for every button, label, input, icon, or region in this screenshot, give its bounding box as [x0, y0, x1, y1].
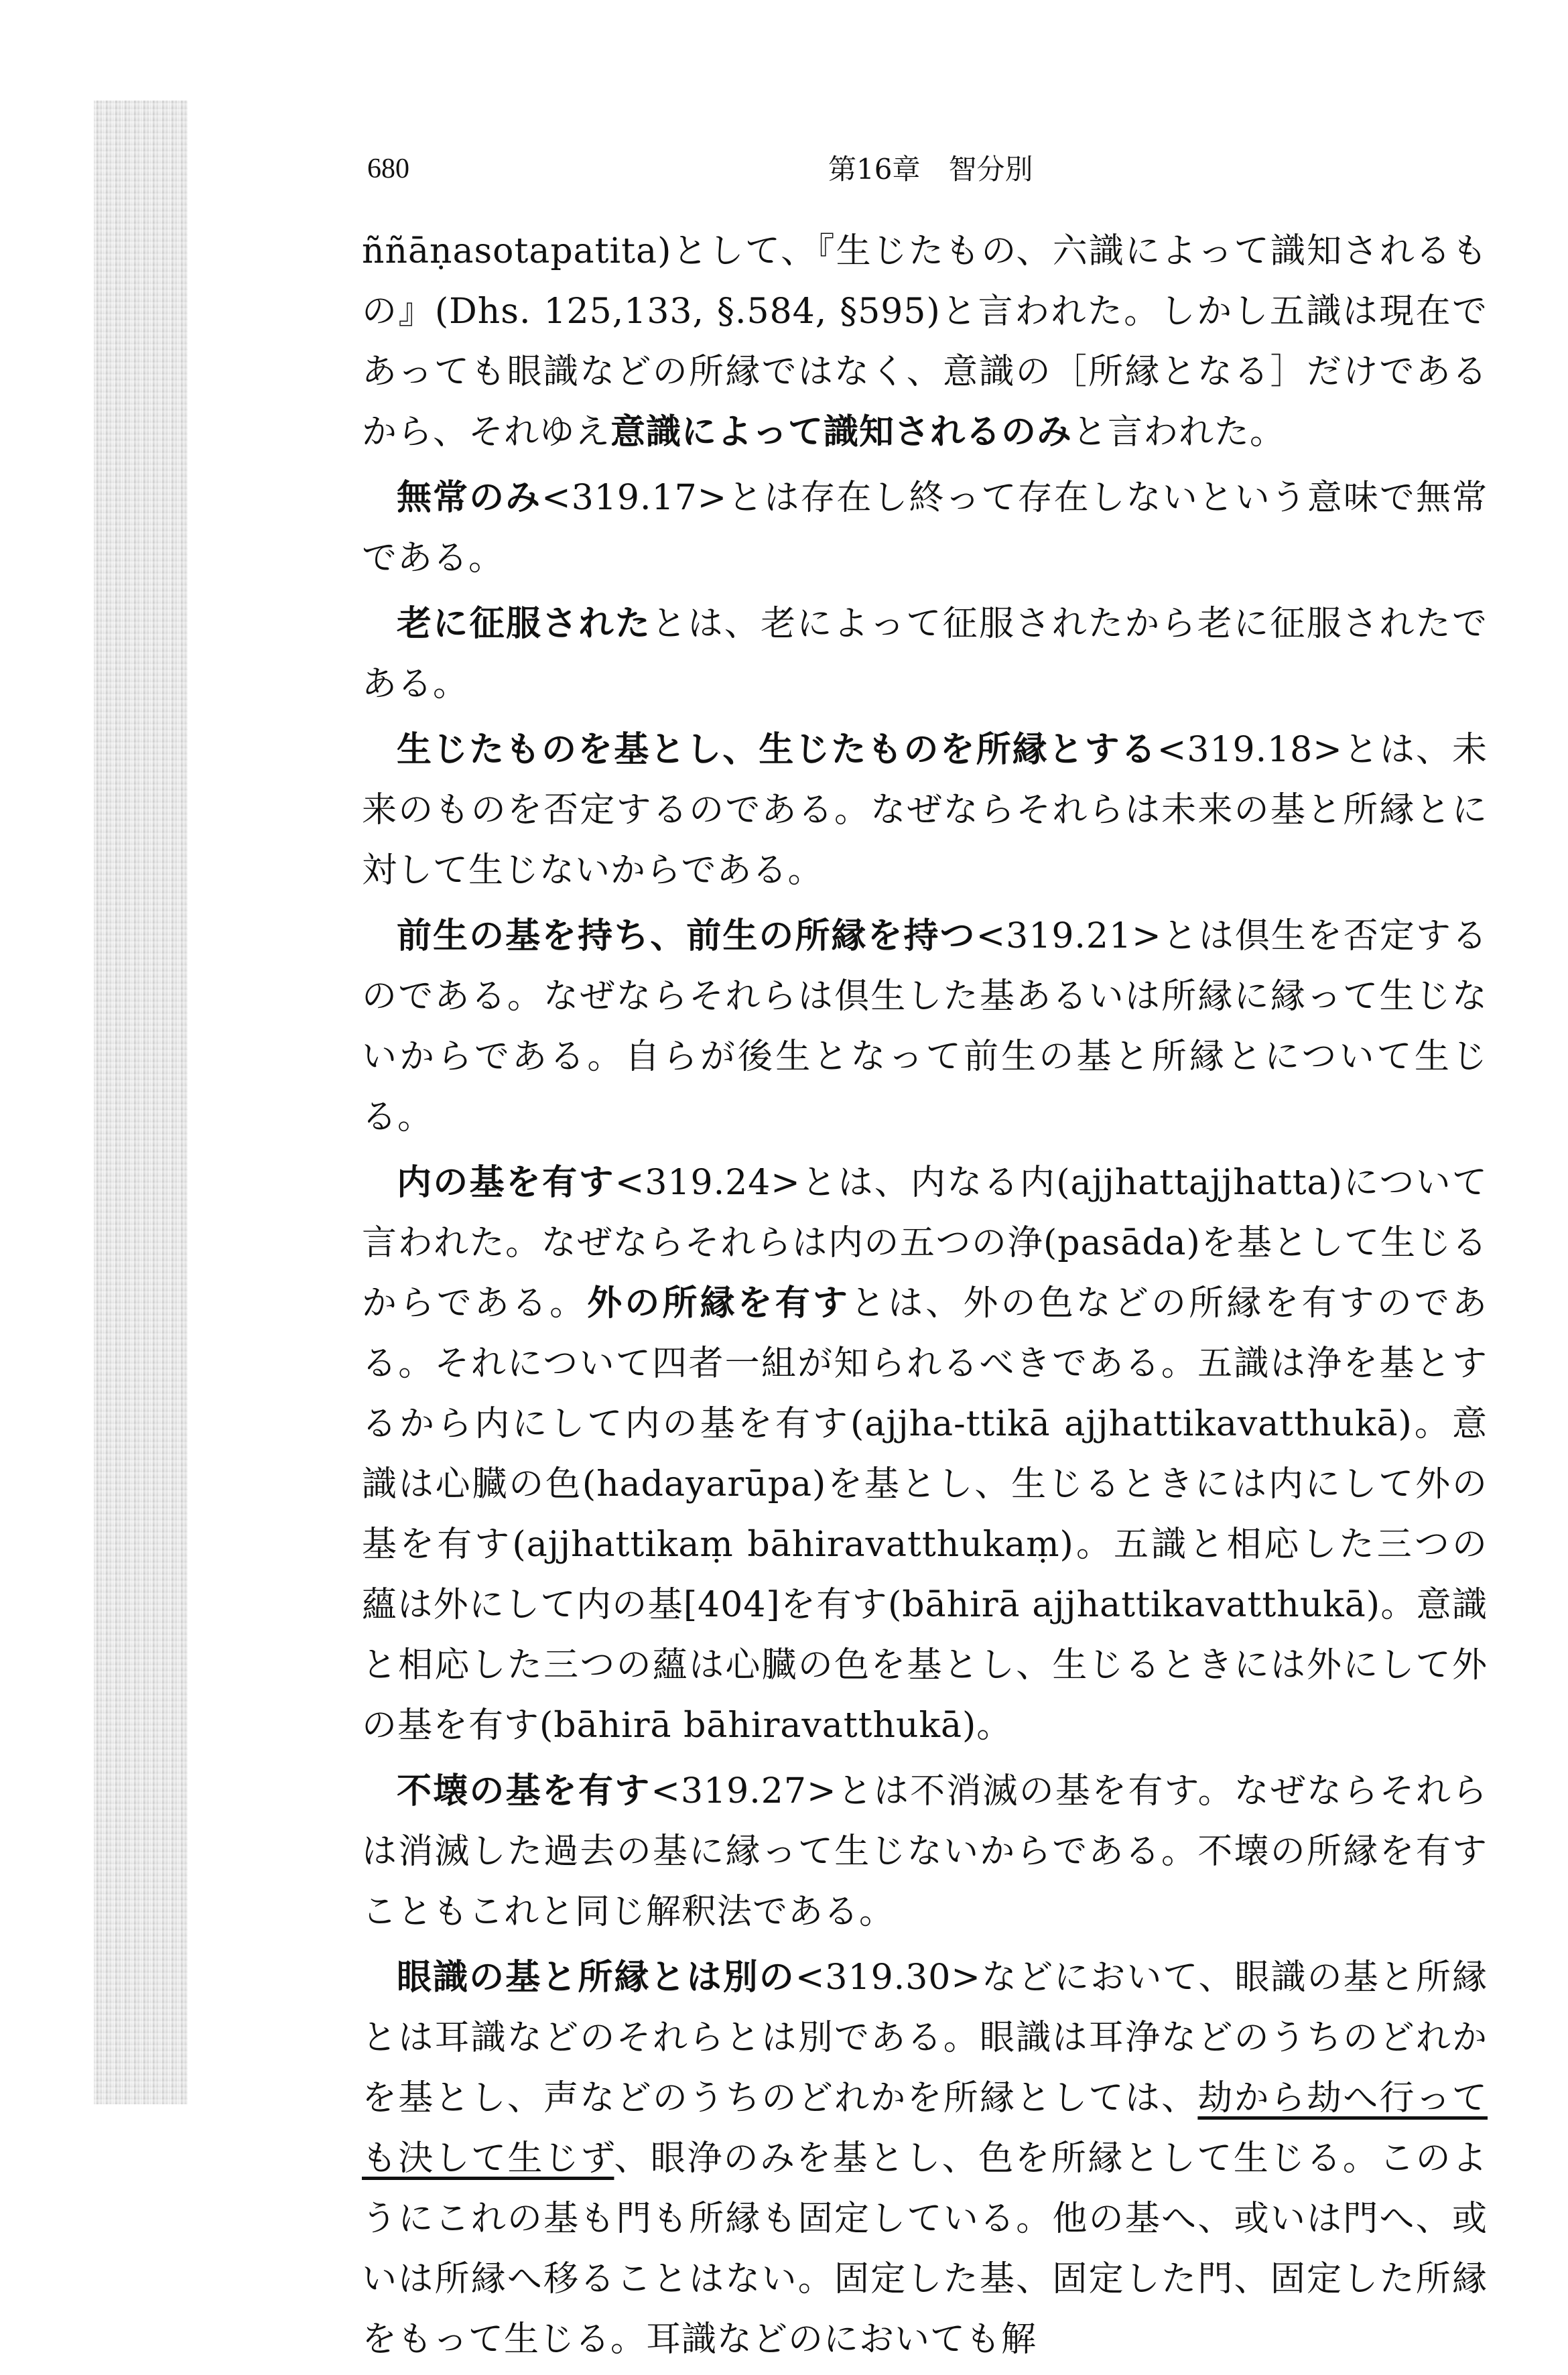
text-run: <319.30>などにおいて、眼識の基と所縁とは耳識などのそれらとは別である。眼識は耳浄などのうちのどれかを基とし、声などのうちのどれかを所縁としては、 — [362, 1957, 1488, 2118]
bold-term: 意識によって識知されるのみ — [610, 412, 1073, 452]
text-run: ññāṇasotapatita)として、『生じたもの、六識によって識知されるもの』(Dhs. 125,133, §.584, §595)と言われた。しかし五識は現在であっても眼識などの所縁ではなく、意識の［所縁となる］だけであるから、それゆえ — [362, 231, 1488, 452]
bold-term: 老に征服された — [397, 604, 652, 644]
body-text — [362, 221, 1488, 2375]
text-run: とは、外の色などの所縁を有すのである。それについて四者一組が知られるべきである。五識は浄を基とするから内にして内の基を有す(ajjha-ttikā ajjhattikavatthukā)。意識は心臓の色(hadayarūpa)を基とし、生じるときには内にして外の基を有す(ajjhattikaṃ bāhiravatthukaṃ)。五識と相応した三つの蘊は外にして内の基[404]を有す(bāhirā ajjhattikavatthukā)。意識と相応した三つの蘊は心臓の色を基とし、生じるときには外にして外の基を有す(bāhirā bāhiravatthukā)。 — [362, 1283, 1488, 1746]
running-head: 第16章 智分別 — [828, 153, 1033, 186]
binding-shadow — [94, 101, 188, 2104]
text-run: <319.17>とは存在し終って存在しないという意味で無常である。 — [362, 478, 1488, 578]
paragraph — [362, 720, 1488, 901]
text-run: と言われた。 — [1072, 412, 1286, 452]
paragraph — [362, 906, 1488, 1147]
text-run: 、眼浄のみを基とし、色を所縁として生じる。このようにこれの基も門も所縁も固定している。他の基へ、或いは門へ、或いは所縁へ移ることはない。固定した基、固定した門、固定した所縁をもって生じる。耳識などのにおいても解 — [362, 2138, 1488, 2360]
bold-term: 前生の基を持ち、前生の所縁を持つ — [397, 916, 976, 956]
bold-term: 無常のみ — [397, 478, 542, 518]
paragraph — [362, 594, 1488, 714]
bold-term: 生じたものを基とし、生じたものを所縁とする — [397, 730, 1157, 770]
page-number: 680 — [367, 153, 409, 184]
bold-term: 内の基を有す — [397, 1163, 615, 1203]
paragraph — [362, 1947, 1488, 2370]
paragraph — [362, 468, 1488, 588]
bold-term: 外の所縁を有す — [587, 1283, 851, 1324]
text-run: とは、老によって征服されたから老に征服されたである。 — [362, 604, 1488, 704]
paragraph — [362, 1153, 1488, 1756]
bold-term: 不壊の基を有す — [397, 1771, 651, 1811]
paragraph — [362, 1761, 1488, 1942]
text-run: <319.18>とは、未来のものを否定するのである。なぜならそれらは未来の基と所縁とに対して生じないからである。 — [362, 730, 1488, 891]
underlined-phrase: 劫から劫へ行っても決して生じず — [362, 2078, 1488, 2179]
text-run: <319.27>とは不消滅の基を有す。なぜならそれらは消滅した過去の基に縁って生じないからである。不壊の所縁を有すこともこれと同じ解釈法である。 — [362, 1771, 1488, 1932]
text-run: <319.21>とは倶生を否定するのである。なぜならそれらは倶生した基あるいは所縁に縁って生じないからである。自らが後生となって前生の基と所縁とについて生じる。 — [362, 916, 1488, 1137]
text-run: <319.24>とは、内なる内(ajjhattajjhatta)について言われた。なぜならそれらは内の五つの浄(pasāda)を基として生じるからである。 — [362, 1163, 1488, 1324]
paragraph — [362, 221, 1488, 462]
bold-term: 眼識の基と所縁とは別の — [397, 1957, 795, 1998]
